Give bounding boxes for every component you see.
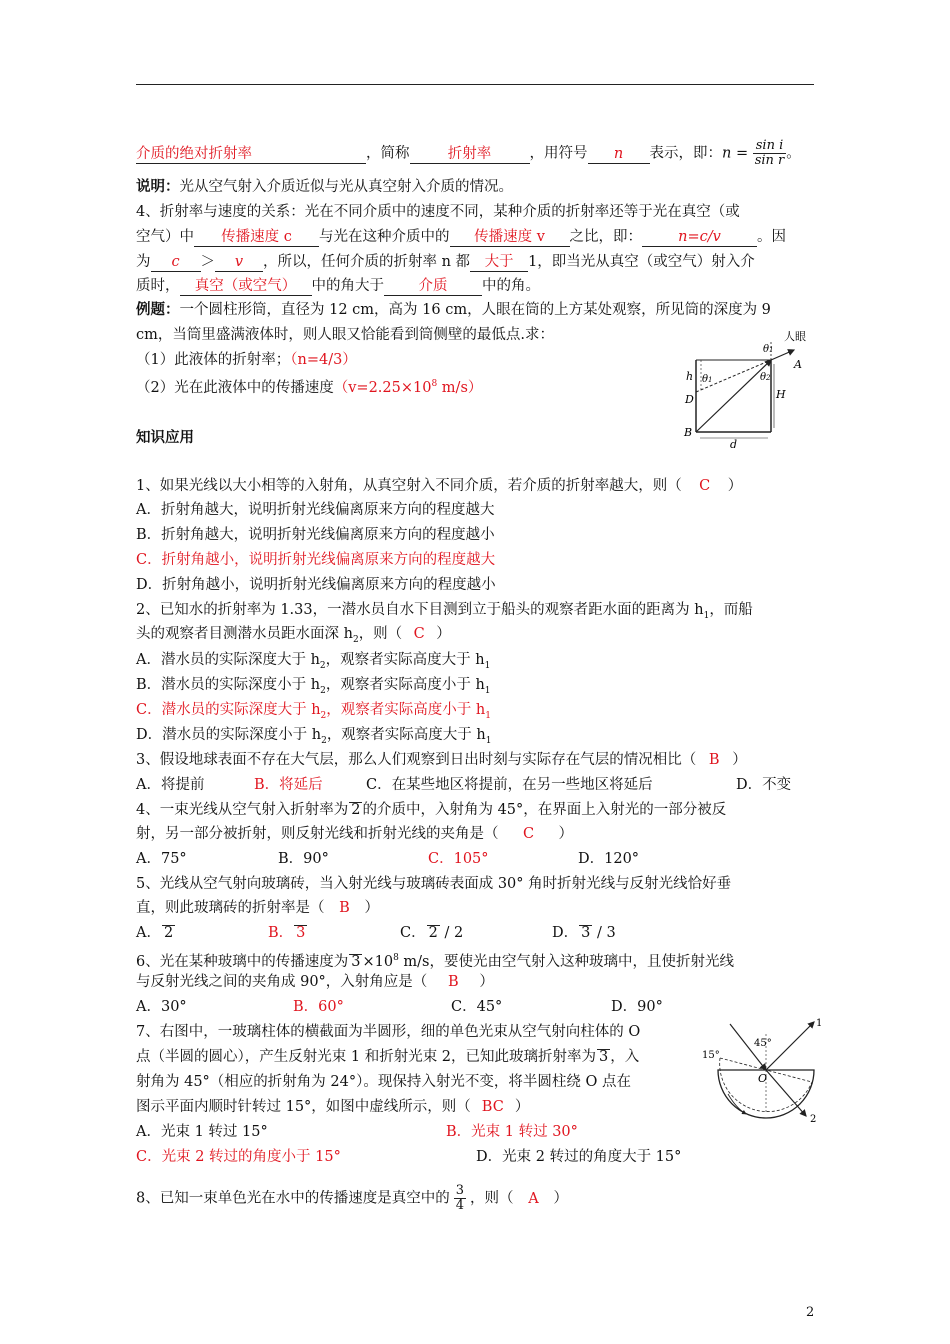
question-7: 7、右图中，一玻璃柱体的横截面为半圆形，细的单色光束从空气射向柱体的 O	[136, 1024, 641, 1040]
page-number: 2	[806, 1305, 815, 1320]
section-heading: 知识应用	[136, 429, 194, 446]
q4-options: A．75° B．90° C．105° D．120°	[136, 851, 640, 867]
question-6: 6、光在某种玻璃中的传播速度为 $3 \times 10^8$ m/s，要使光由空气射入这种玻璃中，且使折射光线	[136, 953, 734, 970]
definition-line: 介质的绝对折射率 ，简称 折射率 ，用符号 n 表示，即：n = $\frac{\text{sin i}}{\text{sin r}}$ 。	[136, 138, 801, 168]
example-line: 例题：一个圆柱形筒，直径为 12 cm，高为 16 cm，人眼在筒的上方某处观察，所见筒的深度为 9	[136, 301, 771, 318]
answer-1: C	[699, 478, 711, 494]
note-line: 说明：光从空气射入介质近似与光从真空射入介质的情况。	[136, 178, 513, 195]
blank-symbol: n	[588, 145, 650, 164]
q2-option-a: A．潜水员的实际深度大于 $h_2$，观察者实际高度大于 $h_1$	[136, 652, 491, 671]
svg-text:d: d	[730, 438, 738, 448]
example-part-2: （2）光在此液体中的传播速度（$v=2.25\times 10^8$ m/s）	[136, 379, 483, 396]
svg-text:O: O	[758, 1072, 768, 1085]
svg-text:1: 1	[816, 1018, 823, 1029]
svg-text:45°: 45°	[754, 1038, 772, 1049]
answer-speed: （$v=2.25\times 10^8$ m/s）	[333, 379, 483, 396]
answer-8: A	[528, 1190, 539, 1207]
q1-option-a: A．折射角越大，说明折射光线偏离原来方向的程度越大	[136, 502, 495, 518]
svg-text:人眼: 人眼	[784, 330, 806, 343]
semicircle-figure	[702, 1014, 830, 1126]
snell-fraction: $\frac{\text{sin i}}{\text{sin r}}$	[754, 138, 785, 168]
q3-options: A．将提前 B．将延后 C．在某些地区将提前，在另一些地区将延后 D．不变	[136, 777, 792, 793]
speed-relation-line: 4、折射率与速度的关系：光在不同介质中的速度不同，某种介质的折射率还等于光在真空（或	[136, 204, 740, 220]
q7-options-1: A．光束 1 转过 15° B．光束 1 转过 30°	[136, 1124, 578, 1140]
question-7-line-4: 图示平面内顺时针转过 15°，如图中虚线所示，则（ BC ）	[136, 1099, 530, 1115]
answer-5: B	[339, 900, 350, 916]
question-4-line-2: 射，另一部分被折射，则反射光线和折射光线的夹角是（ C ）	[136, 826, 573, 842]
svg-text:B: B	[684, 426, 693, 439]
question-8: 8、已知一束单色光在水中的传播速度是真空中的 $\frac{3}{4}$ ，则（ A ）	[136, 1183, 569, 1213]
q1-option-d: D．折射角越小，说明折射光线偏离原来方向的程度越小	[136, 577, 496, 593]
question-7-line-3: 射角为 45°（相应的折射角为 24°）。现保持入射光不变，将半圆柱绕 O 点在	[136, 1074, 631, 1090]
q6-options: A．30° B．60° C．45° D．90°	[136, 999, 663, 1015]
answer-4: C	[522, 826, 535, 842]
blank-index: 折射率	[410, 145, 530, 164]
question-2-line-2: 头的观察者目测潜水员距水面深 $h_2$，则（ C ）	[136, 626, 451, 645]
q2-option-d: D．潜水员的实际深度小于 $h_2$，观察者实际高度大于 $h_1$	[136, 727, 492, 746]
svg-text:θ1: θ1	[702, 374, 713, 385]
blank-absolute-index: 介质的绝对折射率	[136, 145, 366, 164]
answer-2: C	[413, 626, 425, 642]
svg-text:D: D	[685, 393, 694, 406]
svg-text:θ2: θ2	[760, 372, 771, 383]
answer-7: BC	[481, 1099, 504, 1115]
q7-options-2: C．光束 2 转过的角度小于 15° D．光束 2 转过的角度大于 15°	[136, 1149, 682, 1165]
question-3: 3、假设地球表面不存在大气层，那么人们观察到日出时刻与实际存在气层的情况相比（ B ）	[136, 752, 747, 768]
speed-relation-line-2: 空气）中 传播速度 c 与光在这种介质中的 传播速度 v 之比，即： n=c/v 。因	[136, 229, 786, 245]
svg-text:A: A	[794, 358, 802, 371]
q1-option-b: B．折射角越大，说明折射光线偏离原来方向的程度越小	[136, 527, 495, 543]
q5-options: A． 2 B． 3 C． 2 / 2 D． 3 / 3	[136, 925, 616, 941]
question-5: 5、光线从空气射向玻璃砖，当入射光线与玻璃砖表面成 30° 角时折射光线与反射光线恰好垂	[136, 876, 732, 892]
svg-text:H: H	[776, 388, 786, 401]
q2-option-c: C．潜水员的实际深度大于 $h_2$，观察者实际高度小于 $h_1$	[136, 702, 491, 721]
header-rule	[136, 84, 814, 85]
svg-text:2: 2	[810, 1114, 817, 1125]
question-2: 2、已知水的折射率为 1.33，一潜水员自水下目测到立于船头的观察者距水面的距离为 $h_1$，而船	[136, 602, 753, 621]
example-line-2: cm，当筒里盛满液体时，则人眼又恰能看到筒侧壁的最低点.求：	[136, 327, 554, 343]
answer-index: （n=4/3）	[290, 352, 357, 368]
cylinder-figure	[676, 328, 826, 448]
q2-option-b: B．潜水员的实际深度小于 $h_2$，观察者实际高度小于 $h_1$	[136, 677, 491, 696]
answer-6: B	[447, 974, 459, 990]
question-7-line-2: 点（半圆的圆心），产生反射光束 1 和折射光束 2，已知此玻璃折射率为 3 ，入	[136, 1049, 640, 1065]
speed-relation-line-4: 质时， 真空（或空气） 中的角大于 介质 中的角。	[136, 278, 540, 294]
question-4: 4、一束光线从空气射入折射率为 2 的介质中，入射角为 45°，在界面上入射光的一部分被反	[136, 802, 727, 818]
question-1: 1、如果光线以大小相等的入射角，从真空射入不同介质，若介质的折射率越大，则（ C ）	[136, 478, 743, 494]
svg-text:h: h	[686, 370, 694, 383]
speed-relation-line-3: 为 c ＞ v ，所以，任何介质的折射率 n 都 大于 1，即当光从真空（或空气）射入介	[136, 254, 755, 270]
question-5-line-2: 直，则此玻璃砖的折射率是（ B ）	[136, 900, 379, 916]
fraction-3-4: $\frac{3}{4}$	[455, 1183, 465, 1213]
answer-3: B	[708, 752, 720, 768]
question-6-line-2: 与反射光线之间的夹角成 90°，入射角应是（ B ）	[136, 974, 494, 990]
q1-option-c: C．折射角越小，说明折射光线偏离原来方向的程度越大	[136, 552, 496, 568]
svg-text:15°: 15°	[702, 1050, 720, 1061]
example-part-1: （1）此液体的折射率；（n=4/3）	[136, 352, 357, 368]
svg-text:θ1: θ1	[763, 344, 774, 355]
